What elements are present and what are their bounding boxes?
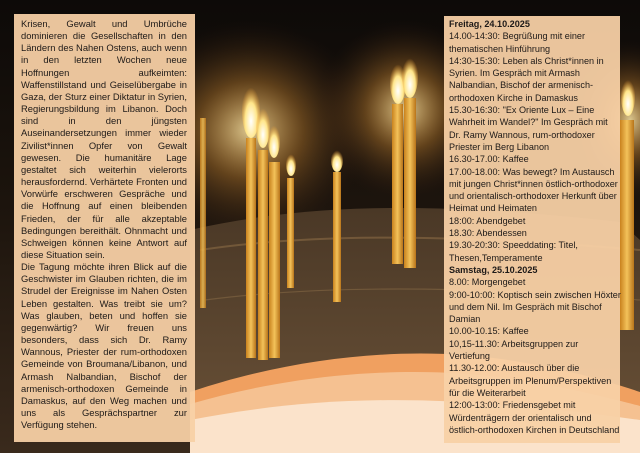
day-heading-friday: Freitag, 24.10.2025 [449, 19, 530, 29]
schedule-entry: 15.30-16:30: "Ex Oriente Lux – Eine Wahrheit im Wandel?" Im Gespräch mit Dr. Ramy Wannous, rum-orthodoxer Priester im Berg Libanon [449, 105, 608, 152]
schedule-entry: 14.00-14:30: Begrüßung mit einer thematischen Hinführung [449, 31, 585, 54]
schedule-entry: 12:00-13:00: Friedensgebet mit Würdenträgern der orientalisch und östlich-orthodoxen Kirchen in Deutschland [449, 400, 620, 435]
schedule-entry: 9:00-10:00: Koptisch sein zwischen Höxter und dem Nil. Im Gespräch mit Bischof Damian [449, 289, 621, 325]
schedule-entry: 8.00: Morgengebet [449, 277, 526, 288]
schedule-entry: 10,15-11.30: Arbeitsgruppen zur Vertiefung [449, 338, 579, 362]
schedule-entry: 14:30-15:30: Leben als Christ*innen in Syrien. Im Gespräch mit Armash Nalbandian, Bischof der armenisch-orthodoxen Kirche in Damaskus [449, 55, 604, 103]
schedule-entry: 16.30-17.00: Kaffee [449, 154, 529, 165]
intro-paragraph-2: Die Tagung möchte ihren Blick auf die Geschwister im Glauben richten, die im Strudel der Ereignisse im Nahen Osten Leben gestalten. Was treibt sie um? Was glauben, beten und hoffen sie gegenwärtig? Wir freuen uns besonders, dass sich Dr. Ramy Wannous, Priester der rum-orthodoxen Gemeinde von Broumana/Libanon, und Armash Nalbandian, Bischof der armenisch-orthodoxen Gemeinde in Damaskus, auf den Weg machen und uns als Gesprächspartner zur Verfügung stehen. [21, 261, 187, 431]
schedule-entry: 18.30: Abendessen [449, 228, 527, 239]
schedule-entry: 19.30-20:30: Speeddating: Titel, Thesen,Temperamente [449, 240, 578, 263]
intro-paragraph-1: Krisen, Gewalt und Umbrüche dominieren die Gesellschaften in den Ländern des Nahen Ostens, auch wenn in den letzten Wochen neue Hoffnungen aufkeimten: Waffenstillstand und Geiselübergabe in Gaza, der Sturz einer Diktatur in Syrien, Regierungsbildung im Libanon. Doch sind in den jüngsten Auseinandersetzungen immer wieder Zivilist*innen Opfer von Gewalt gewesen. Die humanitäre Lage gestaltet sich weiterhin vielerorts herausfordernd. Verhärtete Fronten und Vorwürfe erschweren Gespräche und die Hoffnung auf einen bleibenden Frieden, der für alle akzeptable Bedingungen bereithält. Ohnmacht und Schweigen können keine Antwort auf diese Situation sein. [21, 18, 187, 260]
schedule-entry: 11.30-12.00: Austausch über die Arbeitsgruppen im Plenum/Perspektiven für die Weiterarbeit [449, 363, 612, 398]
day-heading-saturday: Samstag, 25.10.2025 [449, 264, 538, 275]
schedule-entry: 18:00: Abendgebet [449, 215, 526, 226]
schedule-list [449, 18, 621, 436]
schedule-entry: 10.00-10.15: Kaffee [449, 326, 529, 337]
intro-text [21, 18, 187, 431]
schedule-entry: 17.00-18.00: Was bewegt? Im Austausch mit jungen Christ*innen östlich-orthodoxer und orientalisch-orthodoxer Herkunft über Heimat und Heimaten [449, 166, 618, 214]
